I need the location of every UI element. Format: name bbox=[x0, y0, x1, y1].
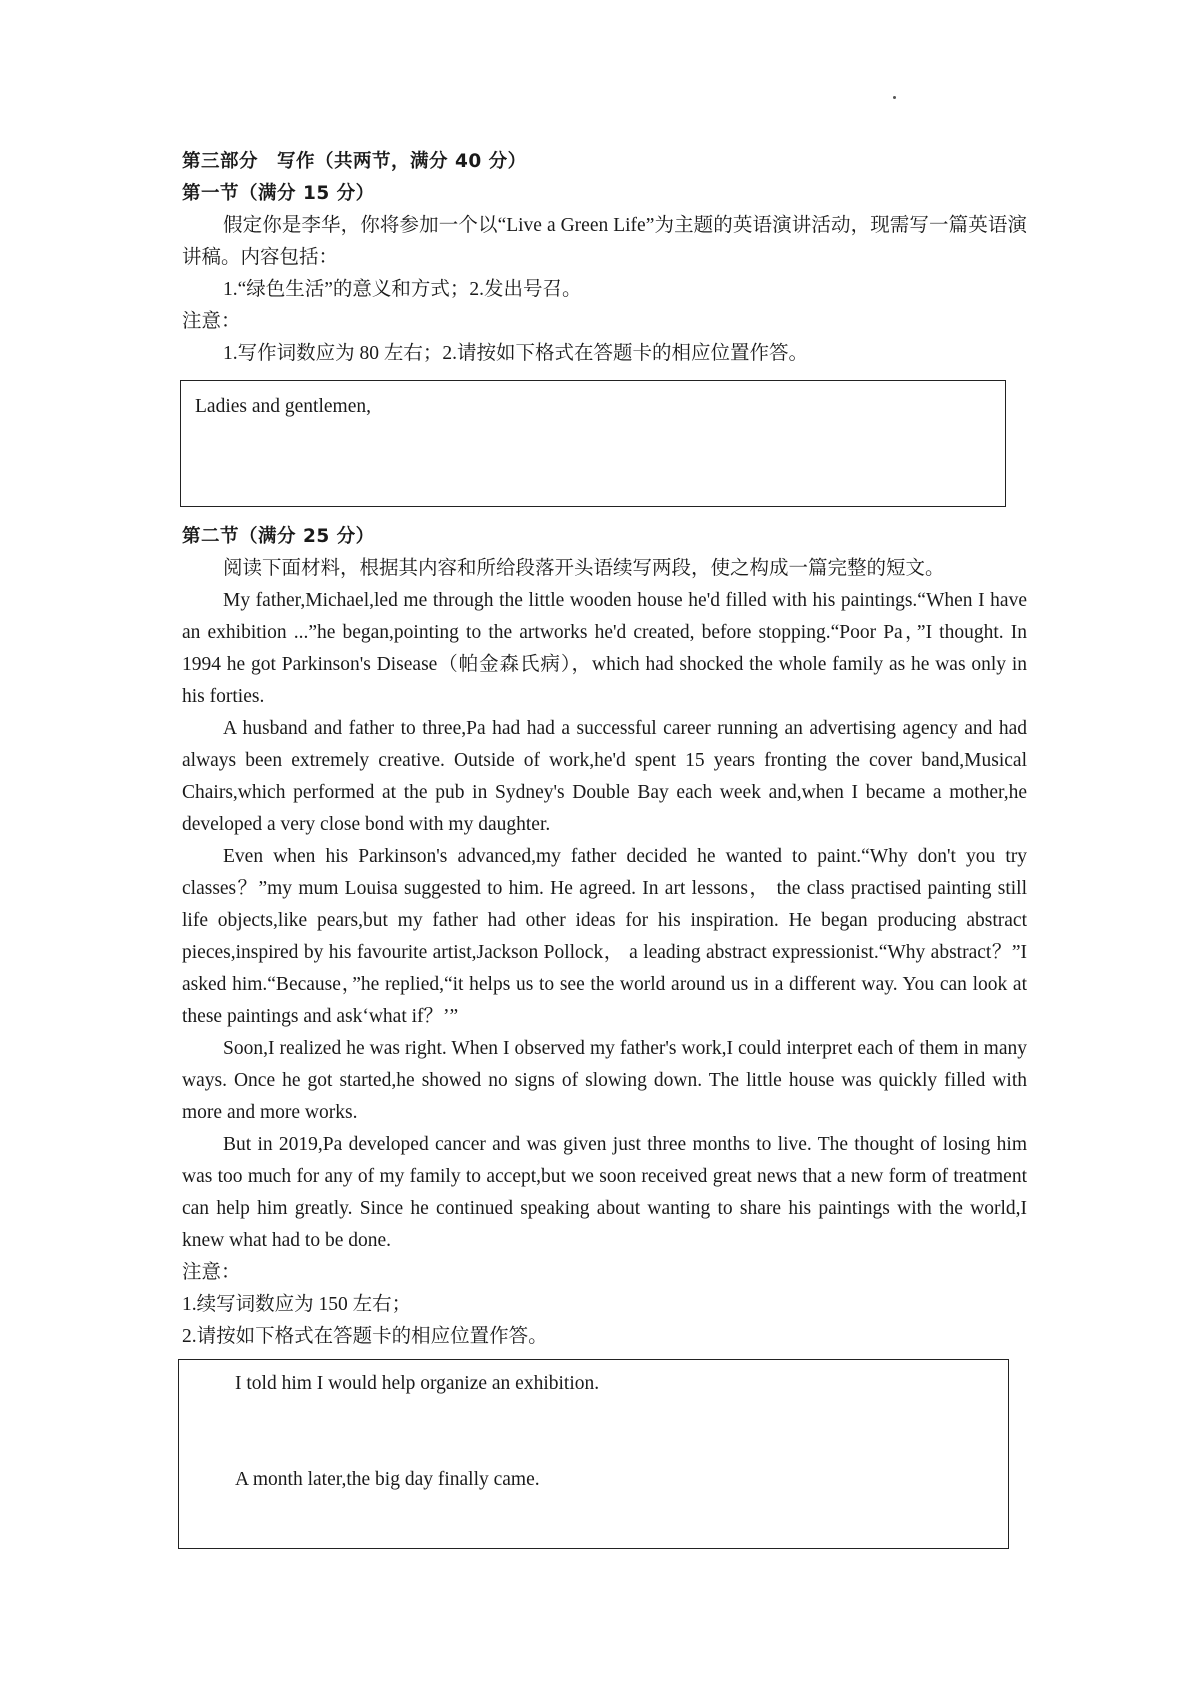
story-paragraph: Even when his Parkinson's advanced,my father decided he wanted to paint.“Why don't you try classes？”my mum Louisa suggested to him. He agreed. In art lessons， the class practised painting still life objects,like pears,but my father had other ideas for his inspiration. He began producing abstract pieces,inspired by his favourite artist,Jackson Pollock， a leading abstract expressionist.“Why abstract？”I asked him.“Because，”he replied,“it helps us to see the world around us in a different way. You can look at these paintings and ask‘what if？’” bbox=[182, 846, 1027, 1027]
section2-instruction: 阅读下面材料，根据其内容和所给段落开头语续写两段，使之构成一篇完整的短文。 bbox=[223, 558, 945, 579]
section2-note-1: 1.续写词数应为 150 左右； bbox=[182, 1294, 412, 1315]
answer-box-2 bbox=[178, 1359, 1009, 1549]
section1-prompt: 假定你是李华，你将参加一个以“Live a Green Life”为主题的英语演讲活动，现需写一篇英语演讲稿。内容包括： bbox=[182, 215, 1027, 268]
section2-note-label: 注意： bbox=[182, 1262, 241, 1283]
answer-box-1 bbox=[180, 380, 1006, 507]
section2-note-2: 2.请按如下格式在答题卡的相应位置作答。 bbox=[182, 1326, 548, 1347]
section2-title: 第二节（满分 25 分） bbox=[182, 526, 375, 547]
scan-dot bbox=[893, 96, 896, 99]
section1-content-points: 1.“绿色生活”的意义和方式；2.发出号召。 bbox=[223, 279, 582, 300]
answer-box-2-para2-opening: A month later,the big day finally came. bbox=[235, 1469, 540, 1490]
writing-section-page bbox=[182, 146, 1027, 1549]
section1-note-text: 1.写作词数应为 80 左右；2.请按如下格式在答题卡的相应位置作答。 bbox=[223, 343, 809, 364]
answer-box-2-para1-opening: I told him I would help organize an exhibition. bbox=[235, 1373, 600, 1394]
answer-box-1-opening: Ladies and gentlemen, bbox=[195, 396, 371, 417]
section1-note-label: 注意： bbox=[182, 311, 241, 332]
story-paragraph: My father,Michael,led me through the little wooden house he'd filled with his paintings.“When I have an exhibition ...”he began,pointing to the artworks he'd created, before stopping.“Poor Pa，”I thought. In 1994 he got Parkinson's Disease（帕金森氏病），which had shocked the whole family as he was only in his forties. bbox=[182, 590, 1027, 707]
story-paragraph: A husband and father to three,Pa had had a successful career running an advertising agency and had always been extremely creative. Outside of work,he'd spent 15 years fronting the cover band,Musical Chairs,which performed at the pub in Sydney's Double Bay each week and,when I became a mother,he developed a very close bond with my daughter. bbox=[182, 718, 1027, 835]
story-paragraph: Soon,I realized he was right. When I observed my father's work,I could interpret each of them in many ways. Once he got started,he showed no signs of slowing down. The little house was quickly filled with more and more works. bbox=[182, 1038, 1027, 1123]
part-title: 第三部分 写作（共两节，满分 40 分） bbox=[182, 151, 527, 172]
section1-title: 第一节（满分 15 分） bbox=[182, 183, 375, 204]
story-paragraph: But in 2019,Pa developed cancer and was given just three months to live. The thought of losing him was too much for any of my family to accept,but we soon received great news that a new form of treatment can help him greatly. Since he continued speaking about wanting to share his paintings with the world,I knew what had to be done. bbox=[182, 1134, 1027, 1251]
